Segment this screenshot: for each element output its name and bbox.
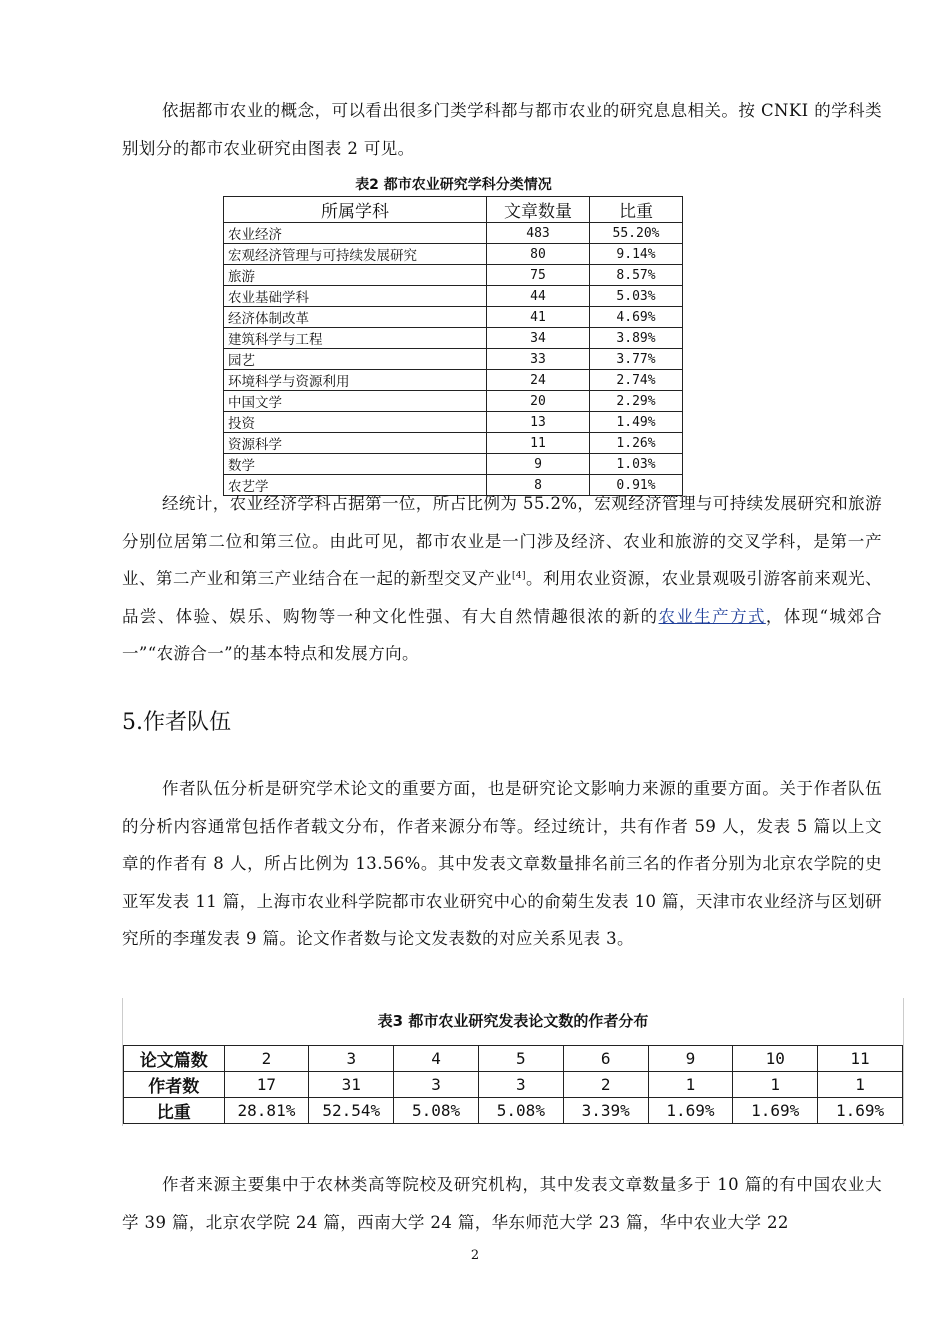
- table3-cell-authors: 1: [648, 1072, 733, 1098]
- table3-cell-share: 5.08%: [478, 1098, 563, 1124]
- table3-row-shares: [124, 1098, 903, 1124]
- table2-cell-share: 2.29%: [590, 391, 683, 412]
- table3-cell-papers: 10: [733, 1046, 818, 1072]
- table2-cell-count: 9: [487, 454, 590, 475]
- table3-label-papers: 论文篇数: [124, 1046, 225, 1072]
- table2-cell-share: 3.89%: [590, 328, 683, 349]
- table3-cell-authors: 1: [818, 1072, 903, 1098]
- table2-cell-share: 4.69%: [590, 307, 683, 328]
- table3-row-papers: [124, 1046, 903, 1072]
- table3-cell-share: 1.69%: [648, 1098, 733, 1124]
- table3-label-authors: 作者数: [124, 1072, 225, 1098]
- table3-cell-authors: 1: [733, 1072, 818, 1098]
- table2-cell-count: 44: [487, 286, 590, 307]
- table3-cell-authors: 17: [224, 1072, 309, 1098]
- table3-cell-share: 28.81%: [224, 1098, 309, 1124]
- table2-cell-share: 5.03%: [590, 286, 683, 307]
- citation-4[interactable]: [4]: [511, 571, 526, 581]
- table2-cell-count: 13: [487, 412, 590, 433]
- table2-cell-subject: 中国文学: [224, 391, 487, 412]
- table2: [223, 196, 683, 496]
- stats-text-a: 经统计，农业经济学科占据第一位，所占比例为 55.2%，宏观经济管理与可持续发展研究和旅游分别位居第二位和第三位。由此可见，都市农业是一门涉及经济、农业和旅游的交叉学科，是第一产业、第二产业和第三产业结合在一起的新型交叉产业: [122, 494, 882, 588]
- table3-cell-papers: 11: [818, 1046, 903, 1072]
- table2-cell-subject: 园艺: [224, 349, 487, 370]
- table3-title: 表3 都市农业研究发表论文数的作者分布: [377, 1012, 649, 1030]
- section5-heading: 5.作者队伍: [122, 710, 231, 735]
- table2-row: [224, 307, 683, 328]
- table2-cell-count: 8: [487, 475, 590, 496]
- table2-cell-count: 20: [487, 391, 590, 412]
- table2-row: [224, 454, 683, 475]
- table2-cell-count: 483: [487, 223, 590, 244]
- table3-row-authors: [124, 1072, 903, 1098]
- table2-cell-share: 9.14%: [590, 244, 683, 265]
- table2-row: [224, 412, 683, 433]
- table3-cell-share: 1.69%: [818, 1098, 903, 1124]
- table3-cell-papers: 4: [394, 1046, 479, 1072]
- table2-cell-subject: 经济体制改革: [224, 307, 487, 328]
- table3-cell-authors: 2: [563, 1072, 648, 1098]
- table2-header-row: [224, 197, 683, 223]
- table2-row: [224, 370, 683, 391]
- table2-cell-subject: 宏观经济管理与可持续发展研究: [224, 244, 487, 265]
- table2-row: [224, 286, 683, 307]
- sources-paragraph: 作者来源主要集中于农林类高等院校及研究机构，其中发表文章数量多于 10 篇的有中国农业大学 39 篇，北京农学院 24 篇，西南大学 24 篇，华东师范大学 23 篇，华中农业大学 22: [122, 1175, 882, 1232]
- table2-cell-subject: 资源科学: [224, 433, 487, 454]
- table2-cell-share: 1.49%: [590, 412, 683, 433]
- table2-header-count: 文章数量: [487, 197, 590, 223]
- table3-cell-authors: 3: [478, 1072, 563, 1098]
- table3-cell-papers: 2: [224, 1046, 309, 1072]
- table3-figure: [122, 998, 904, 1126]
- table2-cell-subject: 环境科学与资源利用: [224, 370, 487, 391]
- table3: [123, 1045, 903, 1124]
- table3-cell-share: 5.08%: [394, 1098, 479, 1124]
- table2-cell-share: 0.91%: [590, 475, 683, 496]
- table2-row: [224, 244, 683, 265]
- table2-cell-count: 80: [487, 244, 590, 265]
- table3-label-shares: 比重: [124, 1098, 225, 1124]
- table2-row: [224, 223, 683, 244]
- table3-cell-share: 3.39%: [563, 1098, 648, 1124]
- stats-text-b: 。利用农业资源，农业景观吸引游客前来观光、品尝、体验、娱乐、购物等一种文化性强、有大自然情趣很浓的新的: [122, 569, 883, 626]
- table3-cell-share: 52.54%: [309, 1098, 394, 1124]
- page-number: 2: [470, 1248, 480, 1263]
- table3-cell-authors: 3: [394, 1072, 479, 1098]
- stats-paragraph: [122, 485, 882, 673]
- table2-cell-count: 33: [487, 349, 590, 370]
- table2-cell-share: 55.20%: [590, 223, 683, 244]
- table2-cell-share: 2.74%: [590, 370, 683, 391]
- table2-cell-subject: 农业经济: [224, 223, 487, 244]
- table2-cell-subject: 投资: [224, 412, 487, 433]
- table2-row: [224, 391, 683, 412]
- table3-cell-papers: 3: [309, 1046, 394, 1072]
- table2-cell-subject: 农业基础学科: [224, 286, 487, 307]
- table2-row: [224, 349, 683, 370]
- table3-cell-papers: 6: [563, 1046, 648, 1072]
- table2-figure: [223, 168, 684, 495]
- table2-cell-subject: 旅游: [224, 265, 487, 286]
- table3-cell-authors: 31: [309, 1072, 394, 1098]
- table2-cell-subject: 数学: [224, 454, 487, 475]
- table3-cell-papers: 9: [648, 1046, 733, 1072]
- table2-cell-share: 1.26%: [590, 433, 683, 454]
- table2-header-share: 比重: [590, 197, 683, 223]
- table2-cell-count: 75: [487, 265, 590, 286]
- table2-header-subject: 所属学科: [224, 197, 487, 223]
- table2-row: [224, 328, 683, 349]
- table2-cell-subject: 农艺学: [224, 475, 487, 496]
- table2-row: [224, 433, 683, 454]
- table2-cell-share: 3.77%: [590, 349, 683, 370]
- table2-cell-share: 8.57%: [590, 265, 683, 286]
- table2-cell-count: 24: [487, 370, 590, 391]
- stats-text-c: ，体现“城郊合一”“农游合一”的基本特点和发展方向。: [122, 606, 882, 663]
- table2-row: [224, 265, 683, 286]
- table2-cell-subject: 建筑科学与工程: [224, 328, 487, 349]
- table3-cell-papers: 5: [478, 1046, 563, 1072]
- table3-cell-share: 1.69%: [733, 1098, 818, 1124]
- table2-cell-share: 1.03%: [590, 454, 683, 475]
- intro-paragraph: 依据都市农业的概念，可以看出很多门类学科都与都市农业的研究息息相关。按 CNKI 的学科类别划分的都市农业研究由图表 2 可见。: [122, 101, 882, 158]
- table2-cell-count: 41: [487, 307, 590, 328]
- table2-cell-count: 34: [487, 328, 590, 349]
- agri-production-link[interactable]: 农业生产方式: [658, 606, 766, 626]
- section5-paragraph: 作者队伍分析是研究学术论文的重要方面，也是研究论文影响力来源的重要方面。关于作者队伍的分析内容通常包括作者载文分布，作者来源分布等。经过统计，共有作者 59 人，发表 5 篇以上文章的作者有 8 人，所占比例为 13.56%。其中发表文章数量排名前三名的作者分别为北京农学院的史亚军发表 11 篇，上海市农业科学院都市农业研究中心的俞菊生发表 10 篇，天津市农业经济与区划研究所的李瑾发表 9 篇。论文作者数与论文发表数的对应关系见表 3。: [122, 779, 882, 948]
- table2-cell-count: 11: [487, 433, 590, 454]
- table2-title: 表2 都市农业研究学科分类情况: [355, 177, 552, 193]
